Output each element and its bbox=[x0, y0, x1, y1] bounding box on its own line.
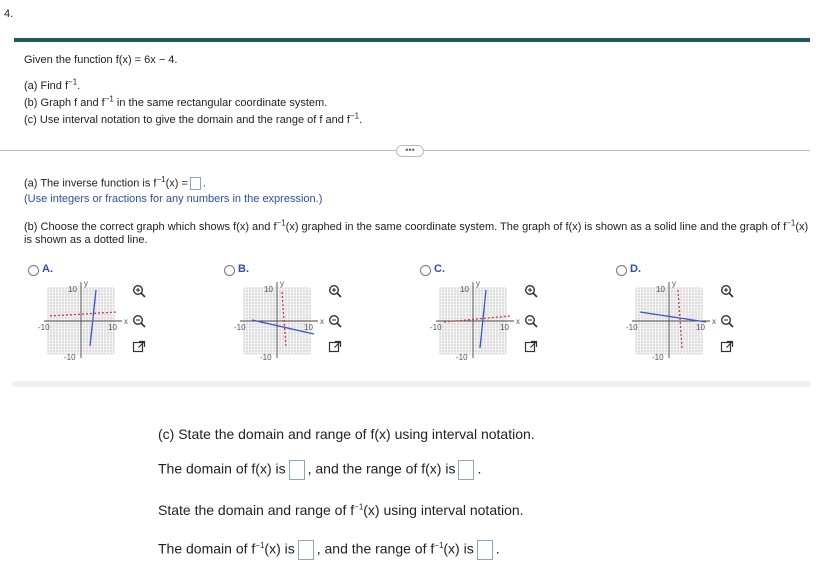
y-tick-label: 10 bbox=[264, 285, 273, 294]
expand-graph-icon[interactable] bbox=[524, 340, 538, 354]
answer-c-line2: The domain of f(x) is , and the range of f(x) is . bbox=[158, 460, 481, 480]
answer-b-text: (b) Choose the correct graph which shows f(x) and $f^{-1}(x)$ graphed in the same coordinate system. The graph of f(x) is shown as a solid line and the graph of $f^{-1}(x)$ is shown as a dotted line. bbox=[24, 218, 809, 246]
range-f-input[interactable] bbox=[458, 460, 474, 480]
x-axis-label: x bbox=[320, 317, 324, 326]
x-axis-label: x bbox=[712, 317, 716, 326]
zoom-in-icon[interactable] bbox=[132, 284, 146, 298]
x-tick-label: 10 bbox=[696, 323, 705, 332]
zoom-out-icon[interactable] bbox=[132, 314, 146, 328]
option-label: D. bbox=[630, 263, 641, 275]
radio-option-a[interactable] bbox=[28, 265, 39, 276]
domain-inverse-input[interactable] bbox=[298, 540, 314, 560]
expand-graph-icon[interactable] bbox=[132, 340, 146, 354]
option-c[interactable] bbox=[420, 262, 610, 372]
expand-button[interactable]: ••• bbox=[396, 145, 424, 157]
answer-a-hint: (Use integers or fractions for any numbers in the expression.) bbox=[24, 193, 323, 205]
y-tick-label: 10 bbox=[68, 285, 77, 294]
prompt-part-a: (a) Find $f^{-1}$. bbox=[24, 77, 81, 92]
option-b[interactable] bbox=[224, 262, 414, 372]
zoom-in-icon[interactable] bbox=[328, 284, 342, 298]
question-number: 4. bbox=[4, 8, 14, 20]
answer-c-line4: The domain of $f^{-1}(x)$ is , and the range of $f^{-1}(x)$ is . bbox=[158, 540, 500, 560]
y-tick-label: 10 bbox=[656, 285, 665, 294]
section-bar bbox=[12, 381, 810, 387]
option-a[interactable] bbox=[28, 262, 218, 372]
option-graph bbox=[430, 278, 526, 362]
y-axis-label: y bbox=[672, 279, 676, 288]
y-tick-label: -10 bbox=[260, 353, 272, 362]
y-tick-label: -10 bbox=[652, 353, 664, 362]
zoom-out-icon[interactable] bbox=[720, 314, 734, 328]
y-axis-label: y bbox=[476, 279, 480, 288]
x-tick-label: -10 bbox=[430, 323, 442, 332]
option-graph bbox=[626, 278, 722, 362]
option-label: B. bbox=[238, 263, 249, 275]
x-axis-label: x bbox=[516, 317, 520, 326]
x-axis-label: x bbox=[124, 317, 128, 326]
zoom-in-icon[interactable] bbox=[720, 284, 734, 298]
prompt-intro: Given the function f(x) = 6x − 4. bbox=[24, 54, 178, 66]
zoom-out-icon[interactable] bbox=[328, 314, 342, 328]
expand-graph-icon[interactable] bbox=[720, 340, 734, 354]
x-tick-label: 10 bbox=[108, 323, 117, 332]
option-label: C. bbox=[434, 263, 445, 275]
inverse-function-input[interactable] bbox=[190, 177, 201, 190]
x-tick-label: 10 bbox=[500, 323, 509, 332]
radio-option-b[interactable] bbox=[224, 265, 235, 276]
y-tick-label: -10 bbox=[456, 353, 468, 362]
x-tick-label: 10 bbox=[304, 323, 313, 332]
header-divider bbox=[14, 38, 810, 42]
option-label: A. bbox=[42, 263, 53, 275]
x-tick-label: -10 bbox=[38, 323, 50, 332]
option-d[interactable] bbox=[616, 262, 806, 372]
domain-f-input[interactable] bbox=[289, 460, 305, 480]
y-axis-label: y bbox=[280, 279, 284, 288]
option-graph bbox=[38, 278, 134, 362]
zoom-in-icon[interactable] bbox=[524, 284, 538, 298]
radio-option-d[interactable] bbox=[616, 265, 627, 276]
inverse-function-line bbox=[282, 292, 286, 348]
y-tick-label: -10 bbox=[64, 353, 76, 362]
prompt-part-c: (c) Use interval notation to give the domain and the range of f and $f^{-1}$. bbox=[24, 111, 363, 126]
expand-graph-icon[interactable] bbox=[328, 340, 342, 354]
radio-option-c[interactable] bbox=[420, 265, 431, 276]
zoom-out-icon[interactable] bbox=[524, 314, 538, 328]
answer-c-line1: (c) State the domain and range of f(x) using interval notation. bbox=[158, 426, 535, 442]
range-inverse-input[interactable] bbox=[477, 540, 493, 560]
prompt-part-b: (b) Graph f and $f^{-1}$ in the same rectangular coordinate system. bbox=[24, 94, 328, 109]
answer-a-line: (a) The inverse function is $f^{-1}(x)$ = . bbox=[24, 174, 206, 190]
y-tick-label: 10 bbox=[460, 285, 469, 294]
option-graph bbox=[234, 278, 330, 362]
y-axis-label: y bbox=[84, 279, 88, 288]
answer-c-line3: State the domain and range of $f^{-1}(x)$ using interval notation. bbox=[158, 502, 524, 518]
x-tick-label: -10 bbox=[234, 323, 246, 332]
x-tick-label: -10 bbox=[626, 323, 638, 332]
